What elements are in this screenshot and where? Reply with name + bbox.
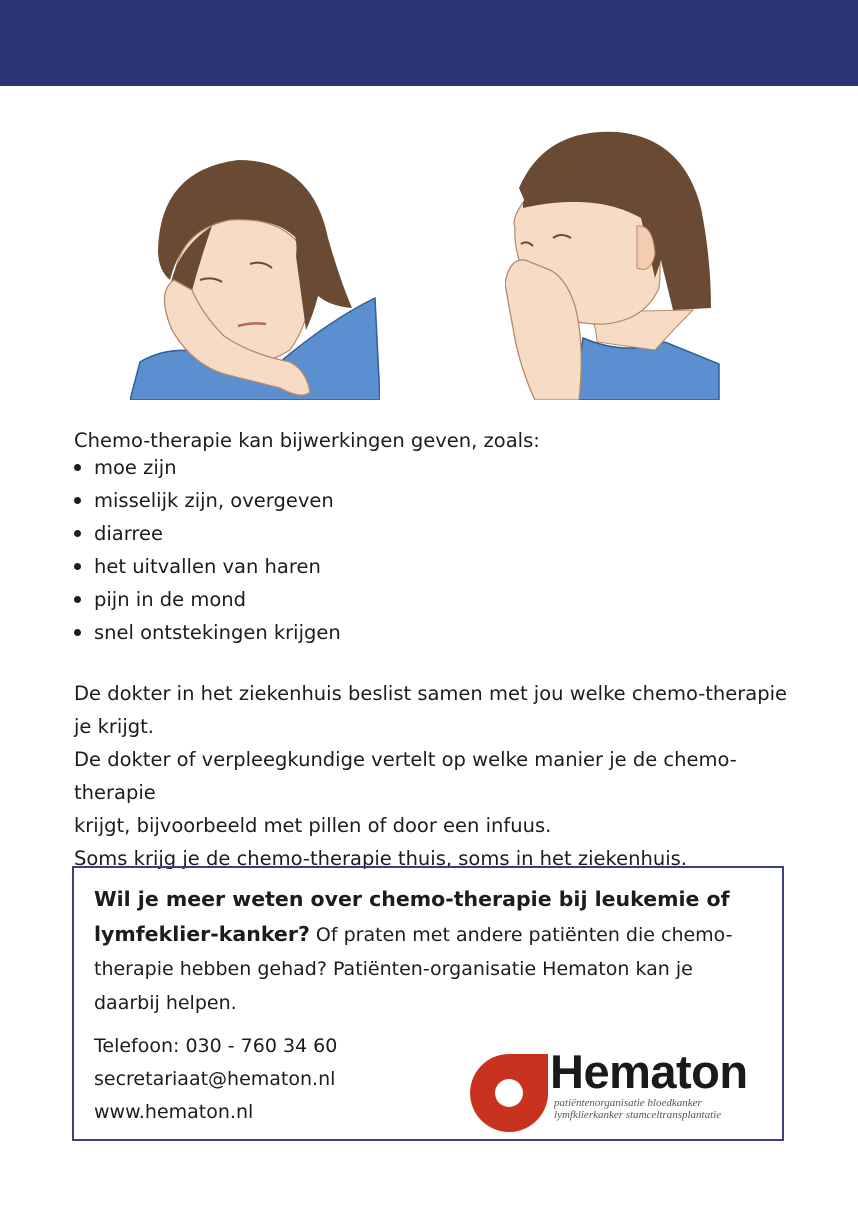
paragraph-line: Soms krijg je de chemo-therapie thuis, soms in het ziekenhuis. [74,847,687,870]
info-box-text [94,882,764,1020]
email-address[interactable]: secretariaat@hematon.nl [94,1068,336,1090]
treatment-paragraph [74,677,804,875]
bullet-icon [74,629,81,636]
header-bar [0,0,858,86]
list-item: het uitvallen van haren [74,550,341,583]
phone-number: Telefoon: 030 - 760 34 60 [94,1035,338,1057]
info-box-heading: Wil je meer weten over chemo-therapie bij leukemie of lymfeklier-kanker? [94,887,730,946]
bullet-icon [74,563,81,570]
list-item: misselijk zijn, overgeven [74,484,341,517]
contact-details [94,1030,337,1129]
paragraph-line: krijgt, bijvoorbeeld met pillen of door een infuus. [74,814,552,837]
hematon-drop-icon [468,1050,550,1132]
list-item: diarree [74,517,341,550]
info-box-body: Of praten met andere patiënten die chemo-therapie hebben gehad? Patiënten-organisatie Hematon kan je daarbij helpen. [94,924,733,1014]
tired-person-illustration [130,130,380,400]
list-item: snel ontstekingen krijgen [74,616,341,649]
info-box [72,866,784,1141]
bullet-icon [74,596,81,603]
bullet-icon [74,530,81,537]
bullet-icon [74,464,81,471]
paragraph-line: je krijgt. [74,715,154,738]
logo-name: Hematon [550,1045,748,1098]
paragraph-line: De dokter of verpleegkundige vertelt op welke manier je de chemo-therapie [74,748,737,804]
hematon-logo [468,1045,778,1133]
side-effects-intro: Chemo-therapie kan bijwerkingen geven, zoals: [74,429,540,452]
paragraph-line: De dokter in het ziekenhuis beslist samen met jou welke chemo-therapie [74,682,788,705]
bullet-icon [74,497,81,504]
nauseous-person-illustration [505,128,725,400]
side-effects-list [74,451,341,649]
website-link[interactable]: www.hematon.nl [94,1101,254,1123]
list-item: moe zijn [74,451,341,484]
logo-tagline: patiëntenorganisatie bloedkanker lymfklierkanker stamceltransplantatie [554,1097,722,1121]
list-item: pijn in de mond [74,583,341,616]
